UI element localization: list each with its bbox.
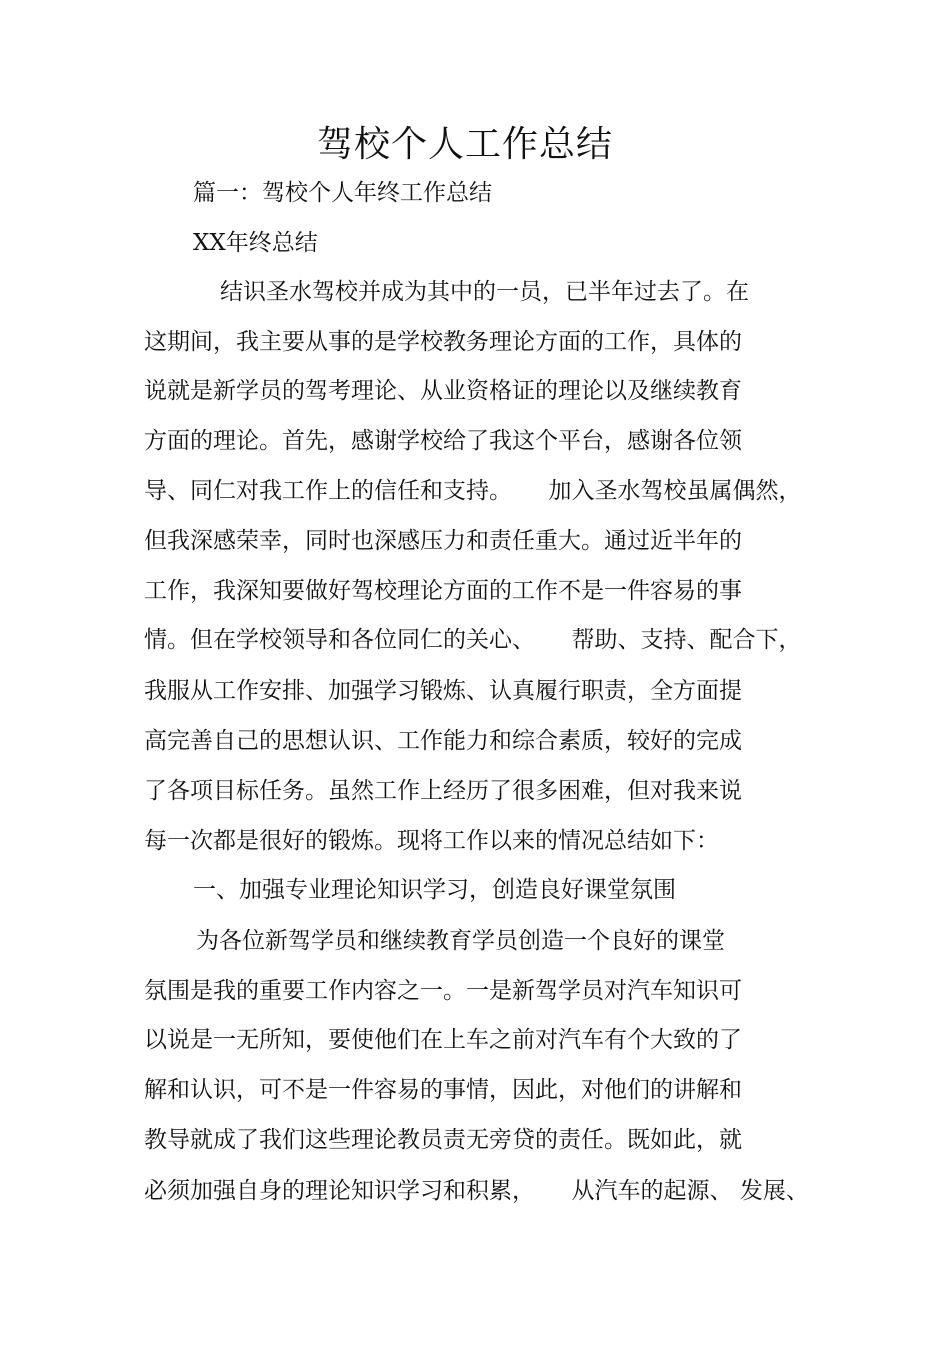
paragraph-line: 教导就成了我们这些理论教员责无旁贷的责任。既如此，就: [144, 1127, 742, 1153]
subtitle: 篇一：驾校个人年终工作总结: [193, 180, 492, 206]
paragraph-line: 工作，我深知要做好驾校理论方面的工作不是一件容易的事: [144, 578, 742, 604]
paragraph-line: 解和认识，可不是一件容易的事情，因此，对他们的讲解和: [144, 1077, 742, 1103]
paragraph-line: 情。但在学校领导和各位同仁的关心、 帮助、支持、配合下，: [144, 627, 802, 653]
paragraph-line: 了各项目标任务。虽然工作上经历了很多困难，但对我来说: [144, 778, 742, 804]
heading-xx-summary: XX年终总结: [193, 230, 318, 256]
document-title: 驾校个人工作总结: [316, 124, 613, 165]
paragraph-line: 结识圣水驾校并成为其中的一员，已半年过去了。在: [220, 279, 749, 305]
paragraph-line: 我服从工作安排、加强学习锻炼、认真履行职责，全方面提: [144, 678, 742, 704]
paragraph-line: 氛围是我的重要工作内容之一。一是新驾学员对汽车知识可: [144, 978, 742, 1004]
paragraph-line: 必须加强自身的理论知识学习和积累， 从汽车的起源、 发展、: [144, 1178, 809, 1204]
paragraph-line: 导、同仁对我工作上的信任和支持。 加入圣水驾校虽属偶然，: [144, 478, 802, 504]
paragraph-line: 高完善自己的思想认识、工作能力和综合素质，较好的完成: [144, 728, 742, 754]
paragraph-line: 以说是一无所知，要使他们在上车之前对汽车有个大致的了: [144, 1027, 742, 1053]
paragraph-line: 为各位新驾学员和继续教育学员创造一个良好的课堂: [196, 928, 725, 954]
section-heading: 一、加强专业理论知识学习，创造良好课堂氛围: [193, 877, 676, 903]
paragraph-line: 每一次都是很好的锻炼。现将工作以来的情况总结如下：: [144, 828, 719, 854]
paragraph-line: 但我深感荣幸，同时也深感压力和责任重大。通过近半年的: [144, 528, 742, 554]
paragraph-line: 说就是新学员的驾考理论、从业资格证的理论以及继续教育: [144, 378, 742, 404]
paragraph-line: 方面的理论。首先，感谢学校给了我这个平台，感谢各位领: [144, 428, 742, 454]
paragraph-line: 这期间，我主要从事的是学校教务理论方面的工作，具体的: [144, 329, 742, 355]
